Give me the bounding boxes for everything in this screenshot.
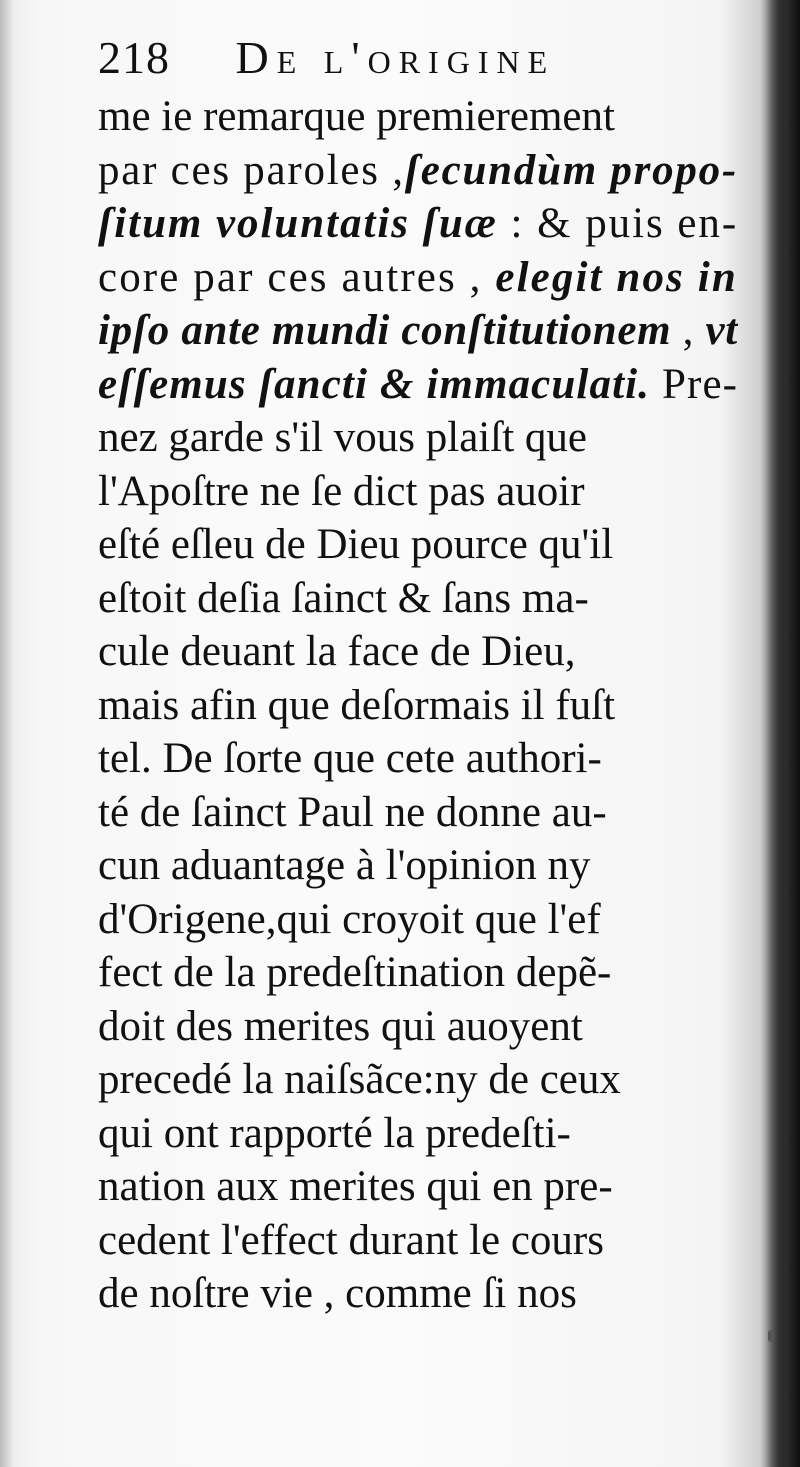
text-segment: doit des merites qui auoyent [98,1002,583,1050]
running-title: De l'origine [235,32,556,83]
text-segment: té de ſainct Paul ne donne au- [98,788,607,836]
text-line [98,358,748,412]
text-segment: , [671,307,706,354]
text-line [98,1000,748,1054]
text-segment: de noſtre vie , comme ſi nos [98,1270,577,1317]
text-line [98,465,748,519]
text-segment: me ie remarque premierement [98,93,615,140]
text-segment: d'Origene,qui croyoit que l'ef [98,895,601,943]
text-line [98,411,748,465]
page-edge-mark [768,1330,774,1342]
text-line [98,1214,748,1268]
text-segment: Pre- [650,360,739,408]
italic-segment: elegit nos in [495,253,738,301]
italic-segment: vt [705,307,738,354]
text-segment: : & puis en- [497,200,739,247]
text-line [98,251,748,305]
text-segment: mais afin que deſormais il fuſt [98,681,616,729]
text-line [98,732,748,786]
running-header [98,28,738,88]
text-line [98,786,748,840]
text-segment: core par ces autres , [98,253,496,301]
text-segment: tel. De ſorte que cete authori- [98,735,602,782]
italic-segment: ſecundùm propo- [404,146,738,194]
italic-segment: ſitum voluntatis ſuæ [98,200,498,247]
text-line [98,679,748,733]
text-segment: nation aux merites qui en pre- [98,1163,613,1210]
text-line [98,1160,748,1214]
text-line [98,572,748,626]
text-line [98,197,748,251]
italic-segment: ipſo ante mundi conſtitutionem [98,307,672,354]
text-line [98,1053,748,1107]
text-segment: cedent l'effect durant le cours [98,1216,604,1264]
text-segment: l'Apoſtre ne ſe dict pas auoir [98,467,585,515]
text-line [98,839,748,893]
text-line [98,518,748,572]
italic-segment: eſſemus ſancti & immaculati. [98,360,651,408]
text-line [98,90,748,144]
text-line [98,1107,748,1161]
body-text [98,90,748,1321]
text-segment: eſté eſleu de Dieu pource qu'il [98,521,614,568]
text-segment: nez garde s'il vous plaiſt que [98,414,587,461]
page-number: 218 [98,32,170,83]
text-segment: qui ont rapporté la predeſti- [98,1109,571,1157]
text-line [98,625,748,679]
page-edge-shadow [766,0,800,1467]
text-line [98,893,748,947]
text-segment: cun aduantage à l'opinion ny [98,842,591,889]
text-segment: eſtoit deſia ſainct & ſans ma- [98,574,589,622]
text-line [98,1267,748,1321]
text-segment: precedé la naiſsãce:ny de ceux [98,1056,621,1103]
text-segment: par ces paroles , [98,146,405,194]
text-segment: cule deuant la face de Dieu, [98,628,576,675]
spine-shadow [0,0,14,1467]
text-line [98,304,748,358]
text-segment: fect de la predeſtination depẽ- [98,949,612,996]
text-line [98,144,748,198]
text-line [98,946,748,1000]
